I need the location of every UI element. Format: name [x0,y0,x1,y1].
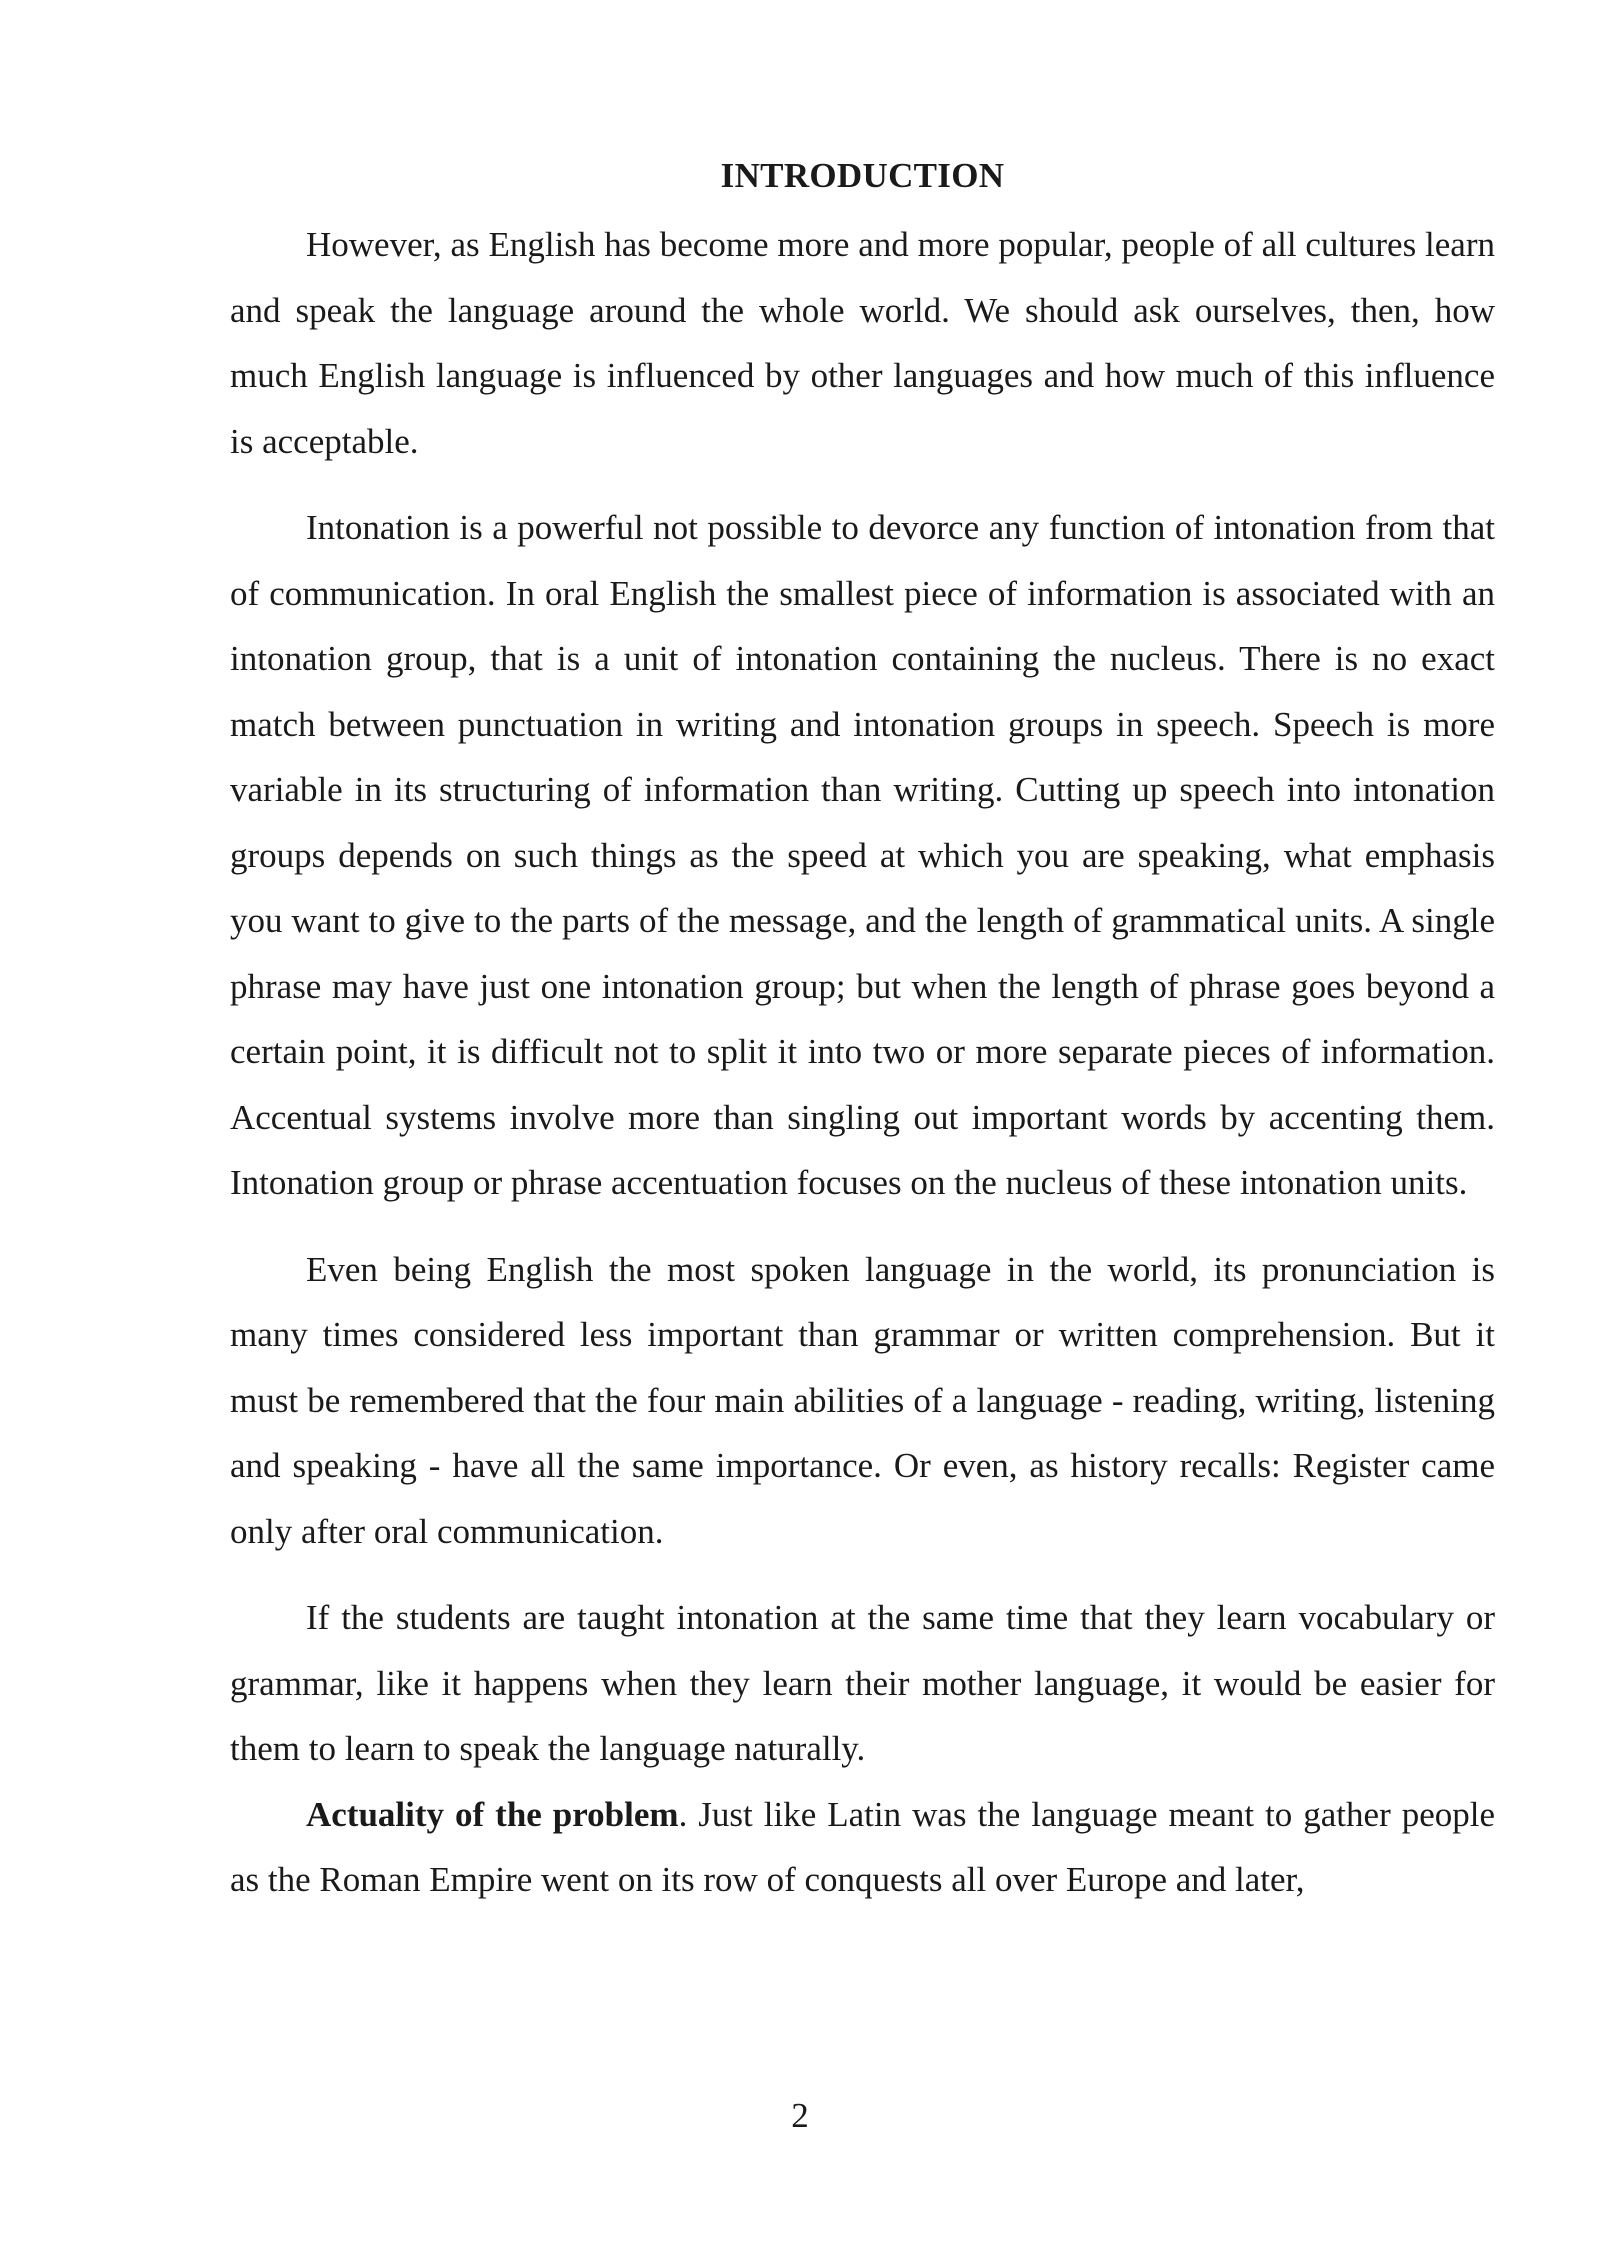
actuality-text: . Just like Latin was the language meant to gather people as the Roman Empire went on its row of conquests all over Europe and later, [230,1794,1496,1899]
actuality-heading: Actuality of the problem [306,1794,679,1834]
paragraph-teaching-intonation: If the students are taught intonation at the same time that they learn vocabulary or grammar, like it happens when they learn their mother language, it would be easier for them to learn to speak the language naturally. [230,1598,1495,1768]
paragraph-actuality [230,1782,1495,1913]
paragraph-pronunciation-importance: Even being English the most spoken language in the world, its pronunciation is many times considered less important than grammar or written comprehension. But it must be remembered that the four main abilities of a language - reading, writing, listening and speaking - have all the same importance. Or even, as history recalls: Register came only after oral communication. [230,1249,1495,1551]
paragraph-english-popularity: However, as English has become more and more popular, people of all cultures learn and speak the language around the whole world. We should ask ourselves, then, how much English language is influenced by other languages and how much of this influence is acceptable. [230,225,1495,461]
paragraph-intonation: Intonation is a powerful not possible to devorce any function of intonation from that of communication. In oral English the smallest piece of information is associated with an intonation group, that is a unit of intonation containing the nucleus. There is no exact match between punctuation in writing and intonation groups in speech. Speech is more variable in its structuring of information than writing. Cutting up speech into intonation groups depends on such things as the speed at which you are speaking, what emphasis you want to give to the parts of the message, and the length of grammatical units. A single phrase may have just one intonation group; but when the length of phrase goes beyond a certain point, it is difficult not to split it into two or more separate pieces of information. Accentual systems involve more than singling out important words by accenting them. Intonation group or phrase accentuation focuses on the nucleus of these intonation units. [230,508,1495,1202]
page-number: 2 [791,2096,809,2135]
document-body [230,150,1495,1913]
section-title: INTRODUCTION [720,156,1005,195]
